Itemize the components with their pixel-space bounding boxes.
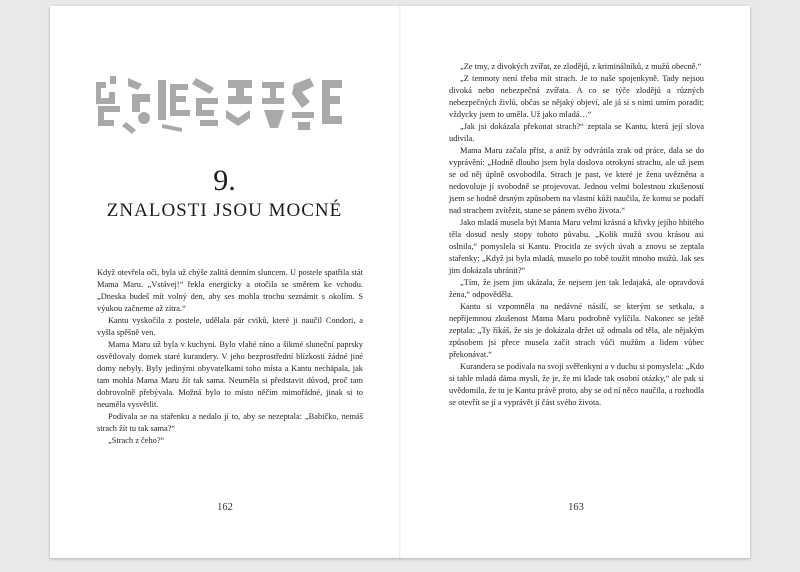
paragraph: Mama Maru už byla v kuchyni. Bylo vlahé ráno a šikmé sluneční paprsky osvětlovaly domek staré kurandery. V jeho bezprostřední blízkosti žádné jiné domy nebyly. Byly jedinými obyvatelkami toho místa a Kantu nechápala, jak tam mohla Mama Maru žít tak sama. Neuměla si představit důvod, proč tam dobrovolně přebývala. Možná bylo to místo něčím mimořádné, jinak si to neuměla vysvětlit. <box>97 340 363 409</box>
right-page <box>401 6 750 558</box>
left-page <box>50 6 399 558</box>
paragraph: Mama Maru začala přist, a aniž by odvrátila zrak od práce, dala se do vyprávění: „Hodně dlouho jsem byla doslova otrokyní strachu, ale už jsem se od něj úplně osvobodila. Strach je past, ve které je žena uvězněna a nedovoluje jí svobodně se projevovat. Jednou velmi bolestnou zkušeností jsem se hodně drsným způsobem na vlastní kůži naučila, že komu se podaří nad strachem zvítězit, stane se pánem svého života.“ <box>449 146 704 215</box>
paragraph: Kantu si vzpomněla na nedávné násilí, se kterým se setkala, a nepříjemnou zkušenost Mama Maru podrobně vylíčila. Nakonec se ještě zeptala: „Ty říkáš, že sis je dokázala držet už odmala od těla, ale nějakým způsobem jsi přece musela začít strach vůči mužům a lidem vůbec překonávat.“ <box>449 302 704 359</box>
page-number: 163 <box>568 502 584 513</box>
paragraph: Kantu vyskočila z postele, udělala pár cviků, které ji naučil Condori, a vyšla spěšně ven. <box>97 316 363 337</box>
paragraph: Kurandera se podívala na svoji svěřenkyni a v duchu si pomyslela: „Kdo si tahle mladá dáma myslí, že je, že mi klade tak osobní otázky,“ ale pak si uvědomila, že tu je Kantu právě proto, aby se od ní něco naučila, a rozhodla se otevřít se jí a vyprávět jí část svého života. <box>449 362 704 407</box>
paragraph: Jako mladá musela být Mama Maru velmi krásná a křivky jejího hbitého těla dosud nesly stopy tohoto půvabu. „Kolik mužů svou krásou asi oslnila,“ pomyslela si Kantu. Procitla ze svých úvah a znovu se zeptala stařenky: „Když jsi byla mladá, muselo po tobě toužit mnoho mužů. Jak ses jim dokázala ubránit?“ <box>449 218 704 275</box>
paragraph: Když otevřela oči, byla už chýše zalitá denním sluncem. U postele spatřila stát Mama Maru. „Vstávej!“ řekla energicky a otočila se směrem ke vchodu. „Dneska budeš mít volný den, aby ses mohla trochu seznámit s okolím. S výukou začneme až zítra.“ <box>97 268 363 313</box>
page-number: 162 <box>217 502 233 513</box>
right-page-body <box>449 61 704 409</box>
book-spread <box>50 6 750 558</box>
chapter-number: 9. <box>213 164 236 197</box>
paragraph: „Tím, že jsem jim ukázala, že nejsem jen tak ledajaká, ale opravdová žena,“ odpověděla. <box>449 278 704 299</box>
paragraph: „Jak jsi dokázala překonat strach?“ zeptala se Kantu, která její slova udivila. <box>449 122 704 143</box>
paragraph: „Ze tmy, z divokých zvířat, ze zlodějů, z kriminálníků, z mužů obecně.“ <box>460 62 702 71</box>
paragraph: Podívala se na stařenku a nedalo jí to, aby se nezeptala: „Babičko, nemáš strach žít tu tak sama?“ <box>97 412 363 433</box>
paragraph: „Z temnoty není třeba mít strach. Je to naše spojenkyně. Tady nejsou divoká nebo nebezpečná zvířata. A co se týče zlodějů a různých nebezpečných živlů, občas se nějaký objeví, ale já si s nimi umím poradit; vždycky jsem to uměla. Už jako mladá…“ <box>449 74 704 119</box>
tribal-glyphs-ornament-icon <box>92 70 348 136</box>
paragraph: „Strach z čeho?“ <box>108 436 165 445</box>
chapter-title: ZNALOSTI JSOU MOCNÉ <box>106 200 343 221</box>
left-page-body <box>97 267 363 447</box>
